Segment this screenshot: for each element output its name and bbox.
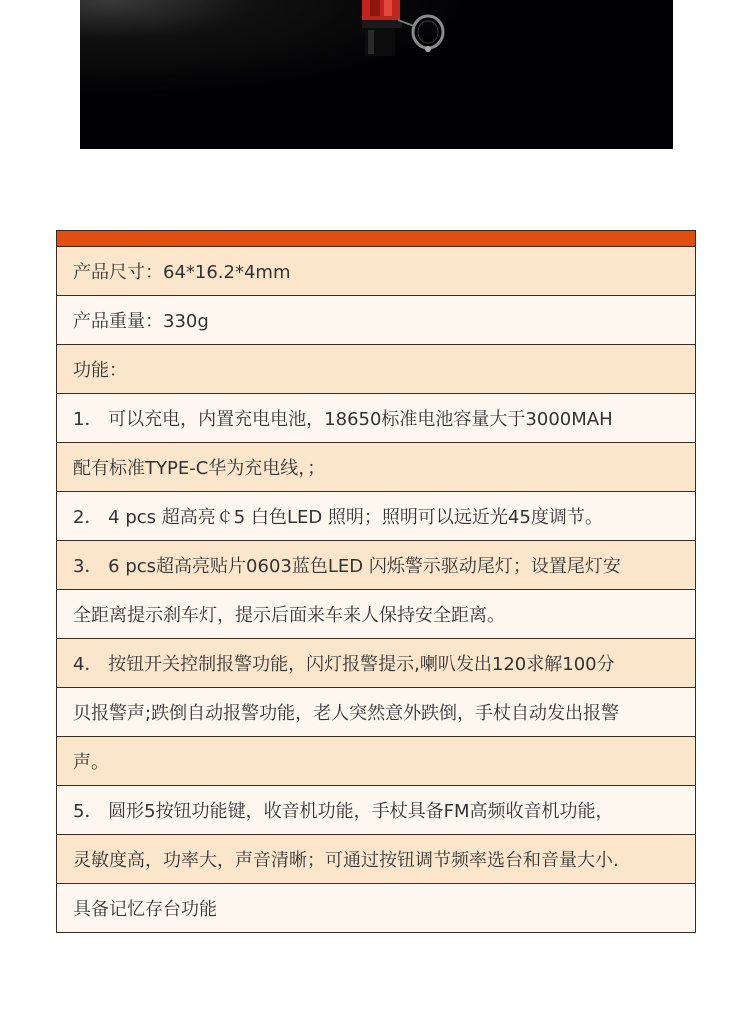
spec-row-feature-1-cont: 配有标准TYPE-C华为充电线，； (57, 443, 695, 492)
spec-row-feature-5: 5． 圆形5按钮功能键，收音机功能，手杖具备FM高频收音机功能， (57, 786, 695, 835)
spec-row-size: 产品尺寸：64*16.2*4mm (57, 247, 695, 296)
spec-row-feature-2: 2． 4 pcs 超高亮￠5 白色LED 照明；照明可以远近光45度调节。 (57, 492, 695, 541)
product-photo (80, 0, 673, 149)
spec-row-functions-heading: 功能： (57, 345, 695, 394)
spec-table (56, 230, 696, 933)
spec-row-feature-1: 1． 可以充电，内置充电电池，18650标准电池容量大于3000MAH (57, 394, 695, 443)
spec-row-weight: 产品重量：330g (57, 296, 695, 345)
spec-row-feature-4: 4． 按钮开关控制报警功能，闪灯报警提示,喇叭发出120求解100分 (57, 639, 695, 688)
spec-row-feature-5-cont: 灵敏度高，功率大，声音清晰；可通过按钮调节频率选台和音量大小. (57, 835, 695, 884)
spec-row-feature-5-end: 具备记忆存台功能 (57, 884, 695, 932)
spec-row-feature-4-end: 声。 (57, 737, 695, 786)
spec-row-feature-3: 3． 6 pcs超高亮贴片0603蓝色LED 闪烁警示驱动尾灯；设置尾灯安 (57, 541, 695, 590)
spec-row-feature-4-cont: 贝报警声;跌倒自动报警功能，老人突然意外跌倒，手杖自动发出报警 (57, 688, 695, 737)
spec-row-feature-3-cont: 全距离提示刹车灯，提示后面来车来人保持安全距离。 (57, 590, 695, 639)
cane-bottom-image (80, 0, 673, 149)
spec-table-header-bar (57, 231, 695, 247)
